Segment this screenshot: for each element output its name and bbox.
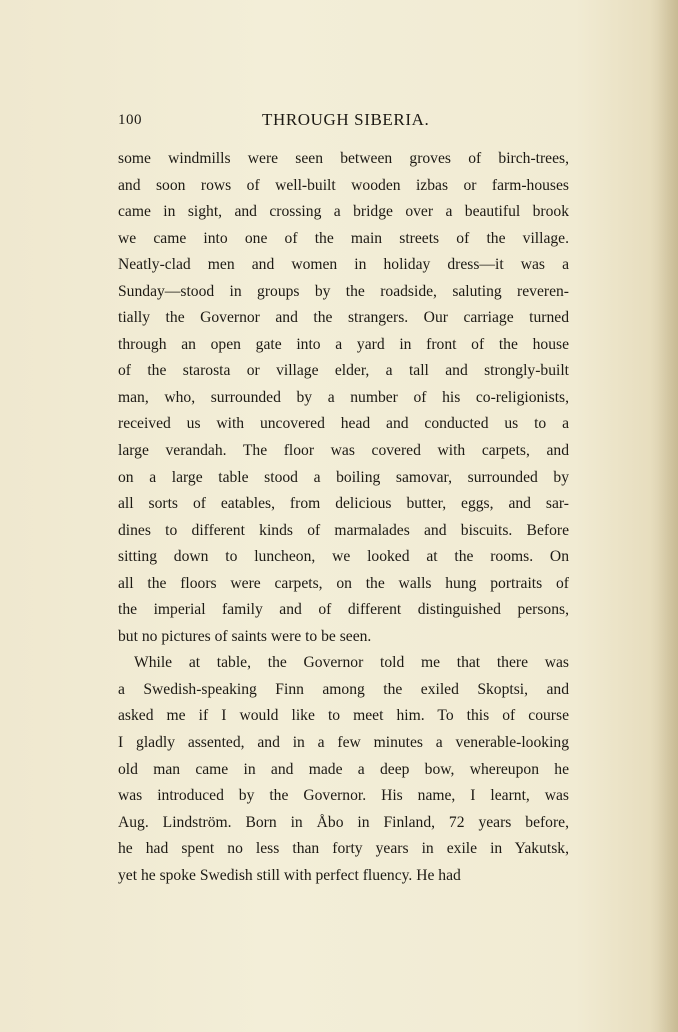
text-line: I gladly assented, and in a few minutes a venerable-looking: [118, 734, 569, 752]
text-line: came in sight, and crossing a bridge over a beautiful brook: [118, 203, 569, 221]
text-line: some windmills were seen between groves of birch-trees,: [118, 150, 569, 167]
text-line: man, who, surrounded by a number of his co-religionists,: [118, 388, 569, 406]
text-line: was introduced by the Governor. His name, I learnt, was: [118, 787, 569, 805]
page-edge-shadow: [650, 0, 678, 1032]
body-text: [118, 146, 569, 889]
text-line: received us with uncovered head and conducted us to a: [118, 415, 569, 433]
text-line: through an open gate into a yard in front of the house: [118, 335, 569, 353]
text-line: we came into one of the main streets of the village.: [118, 229, 569, 247]
page-number: 100: [118, 112, 142, 128]
text-line: Aug. Lindström. Born in Åbo in Finland, 72 years before,: [118, 813, 569, 831]
text-line: sitting down to luncheon, we looked at the rooms. On: [118, 548, 569, 566]
text-line: old man came in and made a deep bow, whereupon he: [118, 760, 569, 778]
text-line: but no pictures of saints were to be seen.: [118, 627, 372, 645]
text-line: large verandah. The floor was covered with carpets, and: [118, 442, 569, 460]
text-line: the imperial family and of different distinguished persons,: [118, 601, 569, 619]
text-line: Sunday—stood in groups by the roadside, saluting reveren-: [118, 282, 569, 300]
text-line: of the starosta or village elder, a tall and strongly-built: [118, 362, 569, 380]
text-line: tially the Governor and the strangers. Our carriage turned: [118, 309, 569, 327]
running-title: THROUGH SIBERIA.: [262, 110, 430, 129]
text-line: a Swedish-speaking Finn among the exiled Skoptsi, and: [118, 680, 569, 698]
text-line: all the floors were carpets, on the walls hung portraits of: [118, 574, 569, 592]
text-line: all sorts of eatables, from delicious butter, eggs, and sar-: [118, 495, 569, 513]
text-line: yet he spoke Swedish still with perfect fluency. He had: [118, 866, 461, 884]
text-line: and soon rows of well-built wooden izbas or farm-houses: [118, 176, 569, 194]
text-line: Neatly-clad men and women in holiday dress—it was a: [118, 256, 569, 274]
text-line: he had spent no less than forty years in exile in Yakutsk,: [118, 840, 569, 858]
text-line: While at table, the Governor told me that there was: [134, 654, 569, 672]
text-line: on a large table stood a boiling samovar, surrounded by: [118, 468, 569, 486]
text-line: asked me if I would like to meet him. To this of course: [118, 707, 569, 725]
text-line: dines to different kinds of marmalades and biscuits. Before: [118, 521, 569, 539]
